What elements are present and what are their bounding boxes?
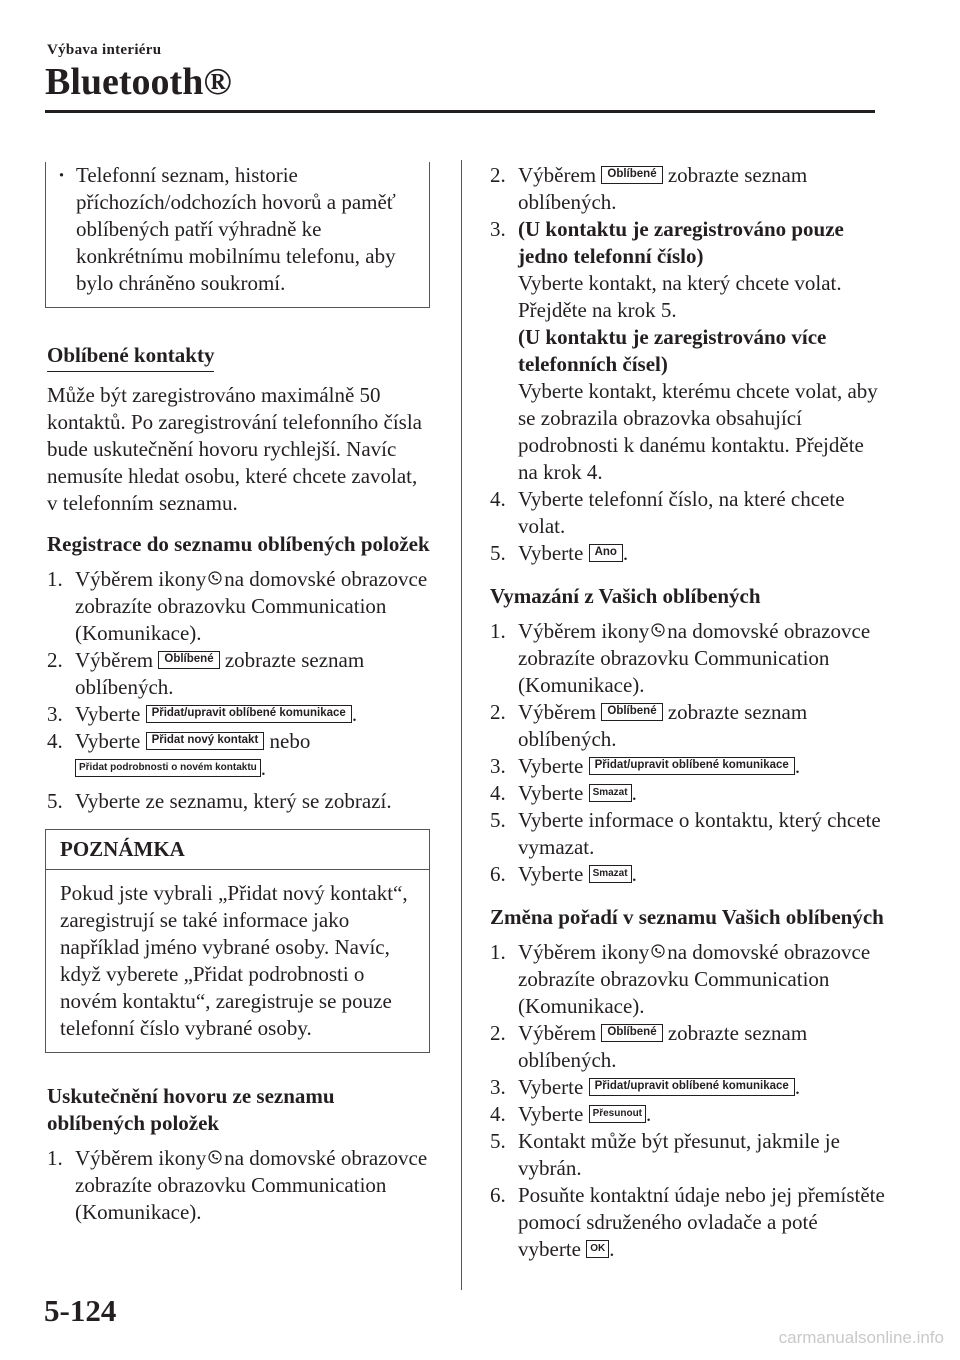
- step-number: 1.: [490, 940, 506, 964]
- step-text: Výběrem ikony: [518, 619, 650, 643]
- step-subheading: (U kontaktu je zaregistrováno více telefonních čísel): [518, 325, 827, 376]
- step-number: 3.: [490, 754, 506, 778]
- left-column: [47, 162, 432, 1226]
- step-number: 1.: [490, 619, 506, 643]
- step-number: 2.: [490, 700, 506, 724]
- favorites-heading: Oblíbené kontakty: [47, 342, 214, 372]
- step-text: na domovské obrazovce zobrazíte obrazovku Communication (Komunikace).: [518, 940, 871, 1018]
- step-number: 4.: [47, 729, 63, 753]
- step-text: .: [260, 756, 267, 780]
- step-number: 5.: [490, 808, 506, 832]
- favorites-button[interactable]: Oblíbené: [601, 703, 662, 721]
- privacy-text: Telefonní seznam, historie příchozích/odchozích hovorů a paměť oblíbených patří výhradně ke konkrétnímu mobilnímu telefonu, aby bylo chráněno soukromí.: [76, 163, 396, 295]
- calling-heading: Uskutečnění hovoru ze seznamu oblíbených položek: [47, 1084, 335, 1135]
- step-text: Výběrem: [518, 163, 597, 187]
- yes-button[interactable]: Ano: [589, 544, 623, 562]
- step-number: 2.: [490, 163, 506, 187]
- section-label: Výbava interiéru: [47, 42, 162, 58]
- list-item: [490, 1020, 885, 1074]
- step-text: Vyberte informace o kontaktu, který chcete vymazat.: [518, 808, 881, 859]
- step-text: Výběrem: [518, 1021, 597, 1045]
- step-number: 4.: [490, 1102, 506, 1126]
- page-title: Bluetooth®: [45, 61, 232, 103]
- step-text: Kontakt může být přesunut, jakmile je vybrán.: [518, 1129, 840, 1180]
- step-text: .: [646, 1102, 652, 1126]
- list-item: [47, 728, 432, 782]
- step-text: .: [609, 1237, 615, 1261]
- step-text: Vyberte: [518, 1075, 584, 1099]
- step-number: 4.: [490, 487, 506, 511]
- step-text: Vyberte kontakt, na který chcete volat. Přejděte na krok 5.: [518, 271, 842, 322]
- list-item: [490, 753, 885, 780]
- bullet: ·: [58, 163, 66, 187]
- step-text: Vyberte: [518, 754, 584, 778]
- step-text: Vyberte telefonní číslo, na které chcete volat.: [518, 487, 845, 538]
- calling-steps-left: [47, 1145, 432, 1226]
- list-item: [490, 618, 885, 699]
- step-text: Vyberte: [75, 729, 141, 753]
- list-item: [47, 566, 432, 647]
- registration-steps: [47, 566, 432, 815]
- edit-favorites-button[interactable]: Přidat/upravit oblíbené komunikace: [589, 757, 795, 775]
- step-text: zobrazte seznam oblíbených.: [518, 1021, 808, 1072]
- step-number: 5.: [47, 789, 63, 813]
- step-text: Vyberte kontakt, kterému chcete volat, aby se zobrazila obrazovka obsahující podrobnosti k danému kontaktu. Přejděte na krok 4.: [518, 379, 878, 484]
- reorder-steps: [490, 939, 885, 1263]
- list-item: [490, 699, 885, 753]
- step-subheading: (U kontaktu je zaregistrováno pouze jedno telefonní číslo): [518, 217, 844, 268]
- step-number: 2.: [490, 1021, 506, 1045]
- note-box: [45, 829, 430, 1053]
- favorites-button[interactable]: Oblíbené: [601, 166, 662, 184]
- list-item: [490, 861, 885, 888]
- step-text: Výběrem: [518, 700, 597, 724]
- step-number: 1.: [47, 567, 63, 591]
- delete-button[interactable]: Smazat: [589, 865, 632, 883]
- step-text: Vyberte: [518, 862, 584, 886]
- privacy-box: [45, 162, 430, 308]
- list-item: [490, 162, 885, 216]
- step-text: .: [794, 754, 801, 778]
- delete-button[interactable]: Smazat: [589, 784, 632, 802]
- step-number: 6.: [490, 862, 506, 886]
- watermark: carmanualsonline.info: [778, 1328, 944, 1347]
- favorites-button[interactable]: Oblíbené: [158, 651, 219, 669]
- list-item: [490, 1101, 885, 1128]
- edit-favorites-button[interactable]: Přidat/upravit oblíbené komunikace: [589, 1078, 795, 1096]
- step-text: .: [631, 862, 637, 886]
- step-text: na domovské obrazovce zobrazíte obrazovku Communication (Komunikace).: [75, 1146, 428, 1224]
- step-text: na domovské obrazovce zobrazíte obrazovku Communication (Komunikace).: [75, 567, 428, 645]
- reorder-heading: Změna pořadí v seznamu Vašich oblíbených: [490, 905, 884, 929]
- step-text: Vyberte: [75, 702, 141, 726]
- favorites-button[interactable]: Oblíbené: [601, 1024, 662, 1042]
- step-text: Výběrem ikony: [518, 940, 650, 964]
- step-text: Vyberte: [518, 541, 584, 565]
- page-number: 5-124: [44, 1293, 117, 1328]
- step-text: .: [351, 702, 358, 726]
- step-number: 1.: [47, 1146, 63, 1170]
- step-number: 5.: [490, 1129, 506, 1153]
- step-text: Výběrem ikony: [75, 567, 207, 591]
- add-new-contact-button[interactable]: Přidat nový kontakt: [146, 732, 265, 750]
- step-number: 3.: [490, 1075, 506, 1099]
- step-number: 6.: [490, 1183, 506, 1207]
- step-text: na domovské obrazovce zobrazíte obrazovku Communication (Komunikace).: [518, 619, 871, 697]
- registration-heading: Registrace do seznamu oblíbených položek: [47, 532, 430, 556]
- step-text: .: [631, 781, 637, 805]
- edit-favorites-button[interactable]: Přidat/upravit oblíbené komunikace: [146, 705, 352, 723]
- list-item: [490, 780, 885, 807]
- step-text: Výběrem: [75, 648, 154, 672]
- list-item: [490, 939, 885, 1020]
- phone-icon: [208, 1150, 222, 1164]
- calling-steps-right: [490, 162, 885, 567]
- step-text: .: [794, 1075, 801, 1099]
- phone-icon: [651, 623, 665, 637]
- list-item: [47, 788, 432, 815]
- list-item: [47, 701, 432, 728]
- header-divider: [45, 110, 875, 113]
- list-item: [47, 1145, 432, 1226]
- step-text: Vyberte: [518, 1102, 584, 1126]
- step-text: zobrazte seznam oblíbených.: [75, 648, 365, 699]
- favorites-intro: Může být zaregistrováno maximálně 50 kontaktů. Po zaregistrování telefonního čísla bude uskutečnění hovoru rychlejší. Navíc nemusíte hledat osobu, které chcete zavolat, v telefonním seznamu.: [47, 383, 422, 515]
- step-text: Vyberte: [518, 781, 584, 805]
- step-number: 5.: [490, 541, 506, 565]
- move-button[interactable]: Přesunout: [589, 1105, 646, 1123]
- note-text: Pokud jste vybrali „Přidat nový kontakt“, zaregistrují se také informace jako například jméno vybrané osoby. Navíc, když vyberete „Přidat podrobnosti o novém kontaktu“, zaregistruje se pouze telefonní číslo vybrané osoby.: [60, 881, 408, 1040]
- deleting-steps: [490, 618, 885, 888]
- step-number: 3.: [47, 702, 63, 726]
- step-number: 4.: [490, 781, 506, 805]
- column-divider: [461, 160, 462, 1290]
- note-title: POZNÁMKA: [46, 830, 429, 870]
- step-text: Výběrem ikony: [75, 1146, 207, 1170]
- list-item: [490, 540, 885, 567]
- list-item: [490, 216, 885, 486]
- step-number: 2.: [47, 648, 63, 672]
- right-column: [490, 162, 885, 1263]
- list-item: [490, 1182, 885, 1263]
- step-text: Vyberte ze seznamu, který se zobrazí.: [75, 789, 392, 813]
- step-text: zobrazte seznam oblíbených.: [518, 163, 808, 214]
- list-item: [47, 647, 432, 701]
- ok-button[interactable]: OK: [586, 1240, 609, 1258]
- step-text: Posuňte kontaktní údaje nebo jej přemístěte pomocí sdruženého ovladače a poté vyberte: [518, 1183, 885, 1261]
- phone-icon: [208, 571, 222, 585]
- add-contact-details-button[interactable]: Přidat podrobnosti o novém kontaktu: [75, 759, 261, 777]
- step-text: nebo: [269, 729, 311, 753]
- step-number: 3.: [490, 217, 506, 241]
- list-item: [490, 1074, 885, 1101]
- deleting-heading: Vymazání z Vašich oblíbených: [490, 584, 761, 608]
- phone-icon: [651, 944, 665, 958]
- step-text: zobrazte seznam oblíbených.: [518, 700, 808, 751]
- list-item: [490, 1128, 885, 1182]
- list-item: [490, 486, 885, 540]
- step-text: .: [622, 541, 629, 565]
- list-item: [490, 807, 885, 861]
